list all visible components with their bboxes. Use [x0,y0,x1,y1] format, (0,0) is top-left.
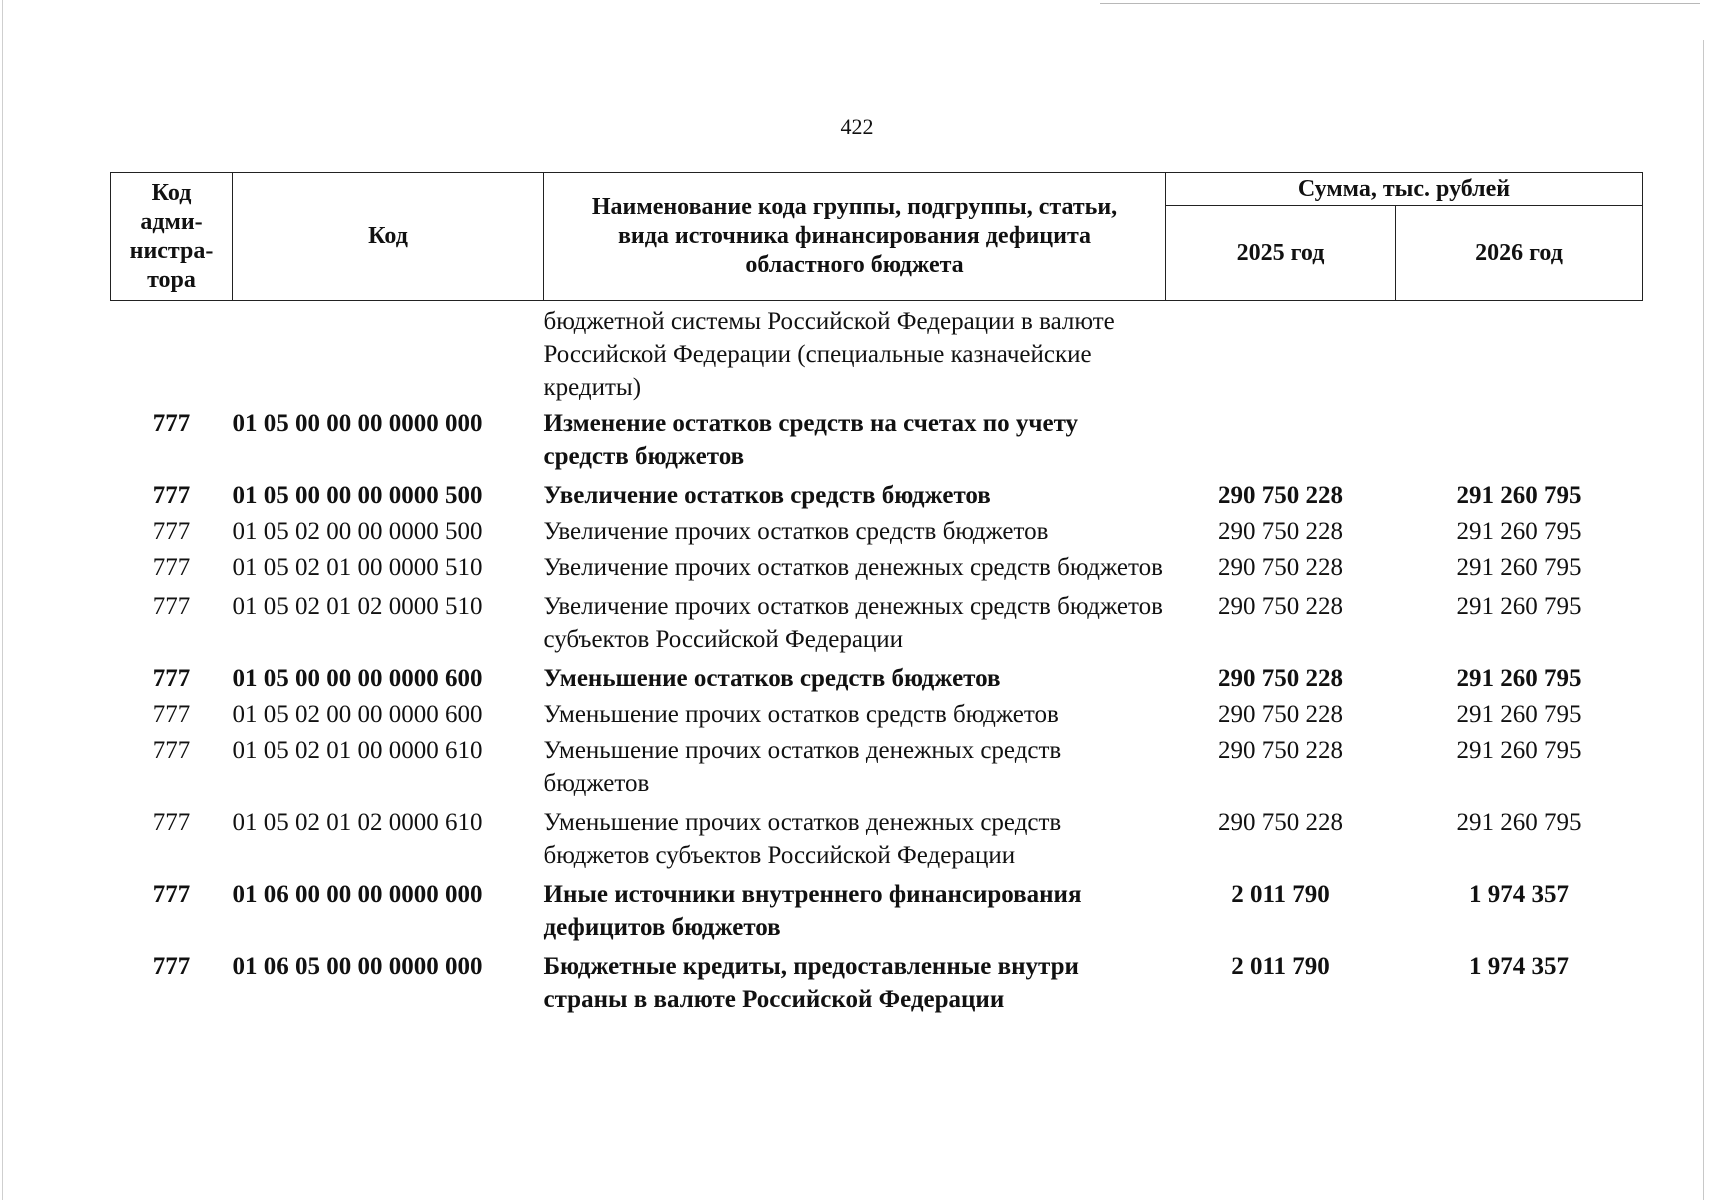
code-cell: 01 05 00 00 00 0000 000 [232,410,483,437]
admin-code-cell: 777 [152,737,191,764]
admin-code-cell: 777 [152,554,191,581]
code-cell: 01 05 00 00 00 0000 500 [232,482,483,509]
admin-code-cell: 777 [152,518,191,545]
amount-2026-cell: 291 260 795 [1456,737,1582,764]
amount-2026-cell: 291 260 795 [1456,701,1582,728]
name-cell: Увеличение прочих остатков денежных средств бюджетов субъектов Российской Федерации [543,593,1163,653]
name-cell: Бюджетные кредиты, предоставленные внутри страны в валюте Российской Федерации [543,953,1079,1013]
name-cell: Уменьшение прочих остатков денежных средств бюджетов [543,737,1062,797]
amount-2025-cell: 290 750 228 [1218,701,1343,728]
amount-2026-cell: 291 260 795 [1456,665,1582,692]
code-cell: 01 05 02 01 00 0000 510 [232,554,483,581]
table-row [111,800,1643,872]
name-cell: Уменьшение остатков средств бюджетов [543,665,1001,692]
code-cell: 01 05 00 00 00 0000 600 [232,665,483,692]
amount-2026-cell: 291 260 795 [1456,482,1582,509]
table-row [111,404,1643,473]
continuation-text: бюджетной системы Российской Федерации в валюте Российской Федерации (специальные казначейские кредиты) [543,308,1115,401]
code-cell: 01 05 02 01 02 0000 610 [232,809,483,836]
header-year-2025: 2025 год [1166,206,1396,301]
amount-2026-cell: 291 260 795 [1456,518,1582,545]
table-header [111,173,1643,301]
amount-2025-cell: 2 011 790 [1231,953,1330,980]
amount-2025-cell: 290 750 228 [1218,665,1343,692]
amount-2026-cell: 291 260 795 [1456,593,1582,620]
header-code: Код [233,173,544,301]
admin-code-cell: 777 [152,410,191,437]
code-cell: 01 05 02 00 00 0000 500 [232,518,483,545]
amount-2025-cell: 290 750 228 [1218,593,1343,620]
name-cell: Увеличение остатков средств бюджетов [543,482,991,509]
table-row [111,944,1643,1016]
amount-2026-cell: 1 974 357 [1469,881,1569,908]
page-edge-line [2,0,3,1200]
budget-sources-table [110,172,1643,1016]
code-cell: 01 06 00 00 00 0000 000 [232,881,483,908]
table-body [111,301,1643,1017]
amount-2025-cell [1166,404,1396,473]
code-cell: 01 05 02 00 00 0000 600 [232,701,483,728]
table-row [111,584,1643,656]
name-cell: Увеличение прочих остатков средств бюджетов [543,518,1049,545]
name-cell: Изменение остатков средств на счетах по учету средств бюджетов [543,410,1079,470]
name-cell: Иные источники внутреннего финансирования дефицитов бюджетов [543,881,1082,941]
table-row [111,548,1643,584]
code-cell: 01 06 05 00 00 0000 000 [232,953,483,980]
header-name: Наименование кода группы, подгруппы, статьи, вида источника финансирования дефицита областного бюджета [544,173,1166,301]
table-row [111,731,1643,800]
header-year-2026: 2026 год [1396,206,1643,301]
amount-2026-cell [1396,404,1643,473]
name-cell: Увеличение прочих остатков денежных средств бюджетов [543,554,1163,581]
amount-2025-cell: 290 750 228 [1218,737,1343,764]
page-edge-line [1703,40,1704,1200]
header-sum: Сумма, тыс. рублей [1166,173,1643,206]
code-cell: 01 05 02 01 00 0000 610 [232,737,483,764]
name-cell: Уменьшение прочих остатков денежных средств бюджетов субъектов Российской Федерации [543,809,1062,869]
amount-2025-cell: 290 750 228 [1218,482,1343,509]
admin-code-cell: 777 [152,701,191,728]
admin-code-cell: 777 [152,881,191,908]
admin-code-cell: 777 [152,482,191,509]
admin-code-cell: 777 [152,953,191,980]
amount-2025-cell: 290 750 228 [1218,554,1343,581]
amount-2026-cell: 291 260 795 [1456,809,1582,836]
amount-2025-cell: 2 011 790 [1231,881,1330,908]
page-edge-line [1100,3,1700,4]
page-number: 422 [840,114,874,139]
admin-code-cell: 777 [152,593,191,620]
code-cell: 01 05 02 01 02 0000 510 [232,593,483,620]
admin-code-cell: 777 [152,809,191,836]
table-row [111,872,1643,944]
amount-2025-cell: 290 750 228 [1218,518,1343,545]
table-row [111,473,1643,512]
header-admin-code: Код адми-нистра-тора [111,173,233,301]
table-row [111,512,1643,548]
amount-2026-cell: 1 974 357 [1469,953,1569,980]
amount-2026-cell: 291 260 795 [1456,554,1582,581]
table-row [111,656,1643,695]
table-row [111,695,1643,731]
name-cell: Уменьшение прочих остатков средств бюджетов [543,701,1059,728]
amount-2025-cell: 290 750 228 [1218,809,1343,836]
admin-code-cell: 777 [152,665,191,692]
